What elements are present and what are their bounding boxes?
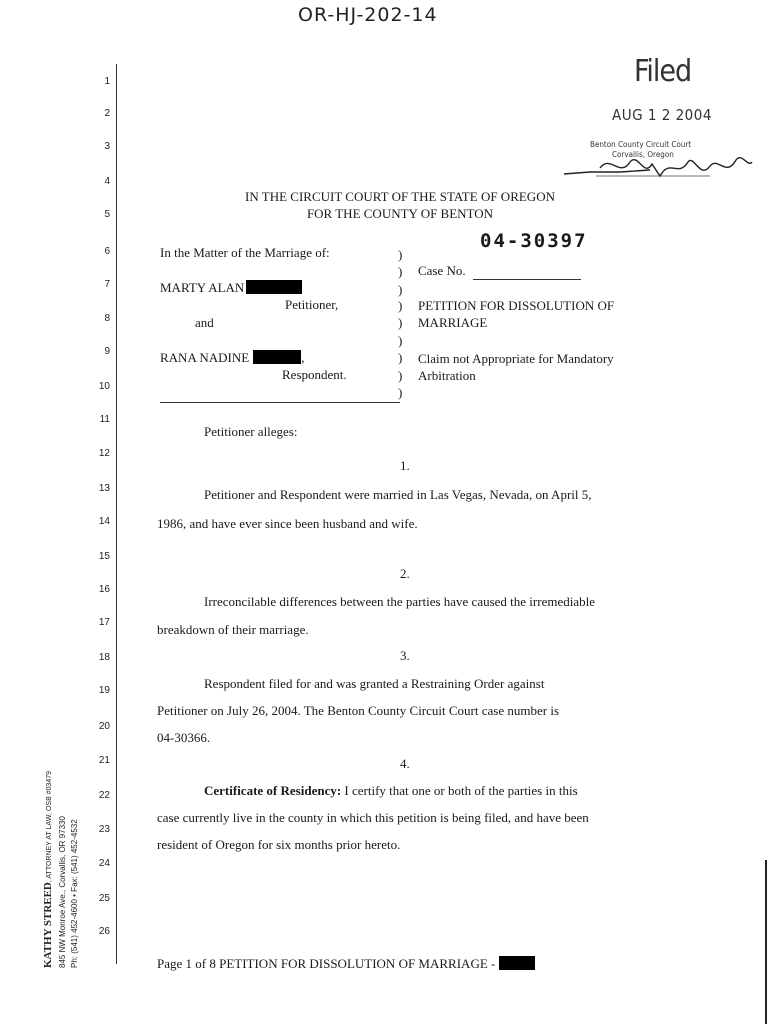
caption-paren: )	[398, 298, 403, 313]
page-footer	[157, 956, 535, 972]
case-no-label-text: Case No.	[418, 263, 466, 278]
filed-stamp-label: Filed	[634, 54, 692, 89]
caption-paren: )	[398, 333, 403, 348]
caption-paren: )	[398, 247, 403, 262]
line-number: 8	[104, 313, 110, 324]
petition-title-line2: MARRIAGE	[418, 315, 488, 330]
redaction-bar	[246, 280, 302, 294]
case-no-label	[418, 263, 581, 280]
line-number: 15	[98, 551, 110, 562]
caption-paren: )	[398, 350, 403, 365]
line-number: 17	[98, 617, 110, 628]
attorney-name: KATHY STREED	[42, 882, 54, 968]
line-number: 14	[98, 516, 110, 527]
redaction-bar	[499, 956, 535, 970]
section-4-line1-rest: I certify that one or both of the parties in this	[341, 783, 578, 798]
caption-paren: )	[398, 282, 403, 297]
court-heading-line2: FOR THE COUNTY OF BENTON	[306, 206, 494, 221]
caption-paren: )	[398, 264, 403, 279]
clerk-signature-icon	[560, 148, 760, 188]
line-number: 5	[104, 209, 110, 220]
line-number: 26	[98, 926, 110, 937]
arbitration-claim-line1: Claim not Appropriate for Mandatory	[418, 351, 614, 366]
line-number: 9	[104, 346, 110, 357]
line-number: 20	[98, 721, 110, 732]
attorney-title: , ATTORNEY AT LAW, OSB #03479	[46, 770, 53, 883]
section-3-line3: 04-30366.	[157, 730, 211, 745]
section-4-line1	[204, 783, 578, 799]
section-4-line3: resident of Oregon for six months prior hereto.	[157, 837, 401, 852]
line-number: 22	[98, 790, 110, 801]
line-number: 1	[104, 76, 110, 87]
section-2-line1: Irreconcilable differences between the parties have caused the irremediable	[204, 594, 595, 609]
redaction-bar	[253, 350, 301, 364]
caption-underline	[160, 402, 400, 403]
line-number: 16	[98, 584, 110, 595]
section-1-line1: Petitioner and Respondent were married in Las Vegas, Nevada, on April 5,	[204, 487, 592, 502]
filed-stamp-court: Benton County Circuit Court	[590, 140, 692, 149]
line-number: 12	[98, 448, 110, 459]
line-number: 19	[98, 685, 110, 696]
caption-paren: )	[398, 368, 403, 383]
caption-paren: )	[398, 315, 403, 330]
attorney-address: 845 NW Monroe Ave., Corvallis, OR 97330	[58, 816, 67, 968]
case-no-blank	[473, 263, 581, 280]
case-number: 04-30397	[480, 230, 588, 252]
section-2-line2: breakdown of their marriage.	[157, 622, 309, 637]
arbitration-claim-line2: Arbitration	[418, 368, 476, 383]
section-2-number: 2.	[400, 566, 410, 581]
respondent-name-text: RANA NADINE	[160, 350, 250, 365]
petition-title-line1: PETITION FOR DISSOLUTION OF	[418, 298, 615, 313]
attorney-name-line	[42, 771, 54, 968]
matter-of: In the Matter of the Marriage of:	[160, 245, 330, 260]
intro-text: Petitioner alleges:	[204, 424, 298, 439]
section-4-number: 4.	[400, 756, 410, 771]
respondent-name	[160, 350, 304, 366]
respondent-comma: ,	[301, 350, 305, 365]
respondent-role: Respondent.	[282, 367, 347, 382]
handwritten-reference: OR-HJ-202-14	[298, 4, 438, 26]
caption-and: and	[195, 315, 214, 330]
line-number: 7	[104, 279, 110, 290]
attorney-phone: Ph: (541) 452-4600 • Fax: (541) 452-4532	[70, 819, 79, 968]
filed-stamp-location: Corvallis, Oregon	[612, 150, 674, 159]
line-number: 24	[98, 858, 110, 869]
section-3-number: 3.	[400, 648, 410, 663]
petitioner-name	[160, 280, 302, 296]
line-number: 6	[104, 246, 110, 257]
line-number: 3	[104, 141, 110, 152]
section-4-line2: case currently live in the county in which this petition is being filed, and have been	[157, 810, 589, 825]
line-number: 10	[98, 381, 110, 392]
caption-paren: )	[398, 385, 403, 400]
section-1-line2: 1986, and have ever since been husband and wife.	[157, 516, 418, 531]
filed-stamp-date: AUG 1 2 2004	[612, 106, 712, 124]
petitioner-role: Petitioner,	[285, 297, 339, 312]
scan-edge-line	[765, 860, 767, 1024]
section-1-number: 1.	[400, 458, 410, 473]
page-footer-text: Page 1 of 8 PETITION FOR DISSOLUTION OF MARRIAGE -	[157, 956, 496, 971]
line-number: 11	[99, 414, 110, 425]
line-number: 13	[98, 483, 110, 494]
section-3-line2: Petitioner on July 26, 2004. The Benton County Circuit Court case number is	[157, 703, 559, 718]
petitioner-name-text: MARTY ALAN	[160, 280, 245, 295]
line-number: 21	[98, 755, 110, 766]
line-number: 4	[104, 176, 110, 187]
residency-heading: Certificate of Residency:	[204, 783, 342, 798]
line-number: 25	[98, 893, 110, 904]
court-heading-line1: IN THE CIRCUIT COURT OF THE STATE OF OREGON	[245, 189, 555, 204]
line-number: 23	[98, 824, 110, 835]
line-number: 18	[98, 652, 110, 663]
line-number: 2	[104, 108, 110, 119]
section-3-line1: Respondent filed for and was granted a Restraining Order against	[204, 676, 545, 691]
